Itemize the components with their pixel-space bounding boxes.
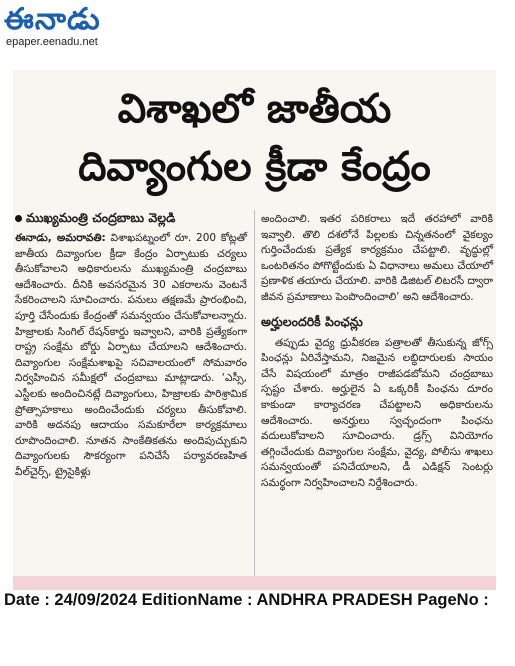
news-clipping	[13, 70, 496, 590]
headline	[13, 80, 496, 196]
bullet-icon	[15, 215, 22, 222]
continuation-paragraph: అందించాలి. ఇతర పరికరాలు ఇదే తరహాలో వారికి ఇవ్వాలి. తొలి దశలోనే పిల్లలకు చిన్నతనంలో వైకల్యం గుర్తించేందుకు ప్రత్యేక కార్యక్రమం చేపట్టాలి. వృద్ధుల్లో ఒంటరితనం పోగొట్టేందుకు ఏ విధానాలు అమలు చేయాలో ప్రణాళిక తయారు చేయాలి. వారికి డిజిటల్ లిటరసీ ద్వారా జీవన ప్రమాణాలు పెంపొందించాలి’ అని ఆదేశించారు.	[261, 213, 493, 303]
column-divider	[254, 210, 255, 576]
section-paragraph: తప్పుడు వైద్య ధ్రువీకరణ పత్రాలతో తీసుకున్న జోగ్స్ పింఛన్లు ఏరివేస్తామని, నిజమైన లబ్ధిదారులకు సాయం చేసే విషయంలో మాత్రం రాజీపడబోమని చంద్రబాబు స్పష్టం చేశారు. అర్హులైన ఏ ఒక్కరికీ పింఛను దూరం కాకుండా కార్యాచరణ చేపట్టాలని అధికారులను ఆదేశించారు. అనర్హులు స్వచ్ఛందంగా పింఛను వదులుకోవాలని సూచించారు. డ్రగ్స్ వినియోగం తగ్గించేందుకు దివ్యాంగుల సంక్షేమ, వైద్య, పోలీసు శాఖలు సమన్వయంతో పనిచేయాలని, డీ ఎడిక్షన్ సెంటర్లు సమర్థంగా నిర్వహించాలని నిర్దేశించారు.	[261, 336, 493, 489]
dateline: ఈనాడు, అమరావతి:	[15, 232, 106, 244]
section-heading: అర్హులందరికీ పింఛన్లు	[261, 313, 363, 329]
headline-line-2: దివ్యాంగుల క్రీడా కేంద్రం	[78, 144, 431, 190]
eenadu-logo: ఈనాడు	[4, 2, 101, 37]
lead-paragraph-text: విశాఖపట్నంలో రూ. 200 కోట్లతో జాతీయ దివ్యాంగుల క్రీడా కేంద్రం ఏర్పాటుకు చర్యలు తీసుకోవాలని అధికారులను ముఖ్యమంత్రి చంద్రబాబు ఆదేశించారు. దీనికి అవసరమైన 30 ఎకరాలను వెంటనే సేకరించాలని సూచించారు. పనులు తక్షణమే ప్రారంభించి, పూర్తి చేసేందుకు కేంద్రంతో సమన్వయం చేసుకోవాలన్నారు. హిజ్రాలకు సింగిల్ రేషన్‌కార్డు ఇవ్వాలని, వారికి ప్రత్యేకంగా రాష్ట్ర సంక్షేమ బోర్డు ఏర్పాటు చేయాలని ఆదేశించారు. దివ్యాంగుల సంక్షేమశాఖపై సచివాలయంలో సోమవారం నిర్వహించిన సమీక్షలో చంద్రబాబు మాట్లాడారు. ‘ఎస్సీ, ఎస్టీలకు అందించినట్లే దివ్యాంగులు, హిజ్రాలకు పారిశ్రామిక ప్రోత్సాహకాలు అందించేందుకు చర్యలు తీసుకోవాలి. వారికి అదనపు ఆదాయం సమకూరేలా కార్యక్రమాలు రూపొందించాలి. నూతన సాంకేతికతను అందిపుచ్చుకుని దివ్యాంగులకు సౌకర్యంగా పనిచేసే పర్యావరణహిత వీల్‌చైర్స్, ట్రైసైకిళ్లు	[15, 232, 248, 478]
lead-paragraph	[15, 231, 247, 481]
masthead	[0, 0, 515, 62]
edition-footer: Date : 24/09/2024 EditionName : ANDHRA PRADESH PageNo :	[4, 591, 489, 609]
epaper-url: epaper.eenadu.net	[6, 36, 98, 48]
headline-line-1: విశాఖలో జాతీయ	[117, 86, 392, 132]
article-column-right	[261, 212, 493, 496]
subheading-text: ముఖ్యమంత్రి చంద్రబాబు వెల్లడి	[26, 210, 176, 225]
article-column-left	[15, 208, 247, 485]
subheading	[15, 208, 247, 228]
